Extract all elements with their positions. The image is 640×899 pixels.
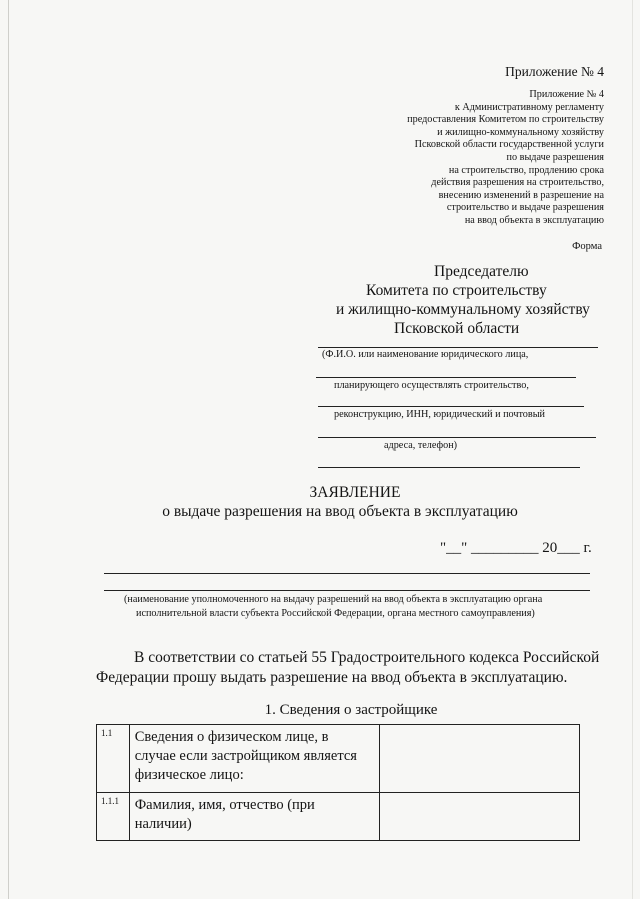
- applicant-caption: (Ф.И.О. или наименование юридического лица,: [322, 349, 529, 360]
- form-label: Форма: [572, 241, 602, 252]
- row-label-line: наличии): [134, 816, 192, 832]
- authority-caption: исполнительной власти субъекта Российской Федерации, органа местного самоуправления): [136, 608, 535, 619]
- row-label-line: Сведения о физическом лице, в: [134, 729, 329, 745]
- appendix-line: предоставления Комитетом по строительству: [407, 114, 604, 126]
- applicant-caption: планирующего осуществлять строительство,: [334, 380, 529, 391]
- appendix-line: и жилищно-коммунальному хозяйству: [437, 126, 604, 138]
- statement-title: [0, 484, 640, 502]
- row-value-cell[interactable]: [379, 725, 579, 793]
- applicant-fill-line[interactable]: [318, 437, 596, 438]
- row-value-cell[interactable]: [379, 793, 579, 841]
- table-row: [97, 725, 580, 793]
- row-label-line: случае если застройщиком является: [134, 748, 357, 764]
- addressee-line: и жилищно-коммунальному хозяйству: [336, 301, 590, 318]
- appendix-line: к Административному регламенту: [454, 101, 604, 113]
- addressee-line: Комитета по строительству: [366, 282, 547, 299]
- statement-body-line: В соответствии со статьей 55 Градостроительного кодекса Российской: [134, 649, 600, 666]
- appendix-line: действия разрешения на строительство,: [431, 177, 604, 189]
- row-label-line: Фамилия, имя, отчество (при: [134, 797, 315, 813]
- appendix-line: Псковской области государственной услуги: [414, 139, 604, 151]
- section-title: [0, 702, 640, 719]
- scan-edge-right: [632, 0, 633, 899]
- authority-caption: (наименование уполномоченного на выдачу разрешений на ввод объекта в эксплуатацию органа: [124, 594, 543, 605]
- statement-subtitle-text: о выдаче разрешения на ввод объекта в эксплуатацию: [162, 503, 518, 520]
- table-row: [97, 793, 580, 841]
- appendix-line: на строительство, продлению срока: [448, 164, 604, 176]
- applicant-caption: реконструкцию, ИНН, юридический и почтовый: [334, 409, 546, 420]
- statement-body: [96, 648, 616, 688]
- statement-subtitle: [0, 503, 640, 521]
- section-title-text: 1. Сведения о застройщике: [264, 702, 438, 718]
- scan-edge-left: [8, 0, 9, 899]
- addressee-block: [310, 262, 610, 338]
- authority-fill-line[interactable]: [104, 573, 590, 574]
- row-label-line: физическое лицо:: [134, 767, 244, 783]
- appendix-line: на ввод объекта в эксплуатацию: [464, 214, 604, 226]
- appendix-line: по выдаче разрешения: [506, 151, 604, 163]
- appendix-line: внесению изменений в разрешение на: [438, 189, 604, 201]
- addressee-line: Псковской области: [394, 320, 520, 337]
- applicant-fill-line[interactable]: [316, 377, 576, 378]
- applicant-fill-line[interactable]: [318, 467, 580, 468]
- appendix-block: [344, 89, 604, 228]
- date-line[interactable]: "__" _________ 20___ г.: [440, 540, 592, 556]
- row-label: [129, 725, 379, 793]
- statement-title-text: ЗАЯВЛЕНИЕ: [309, 484, 401, 501]
- row-number: 1.1.1: [97, 793, 130, 841]
- row-label: [129, 793, 379, 841]
- applicant-caption: адреса, телефон): [384, 440, 458, 451]
- appendix-line: строительство и выдаче разрешения: [446, 202, 604, 214]
- statement-body-line: Федерации прошу выдать разрешение на ввод объекта в эксплуатацию.: [96, 669, 568, 686]
- developer-info-table: [96, 724, 580, 841]
- appendix-line: Приложение № 4: [529, 89, 604, 100]
- applicant-fill-line[interactable]: [318, 406, 584, 407]
- authority-fill-line[interactable]: [104, 590, 590, 591]
- addressee-line: Председателю: [434, 263, 529, 280]
- row-number: 1.1: [97, 725, 130, 793]
- appendix-title: Приложение № 4: [505, 64, 604, 79]
- applicant-fill-line[interactable]: [318, 347, 598, 348]
